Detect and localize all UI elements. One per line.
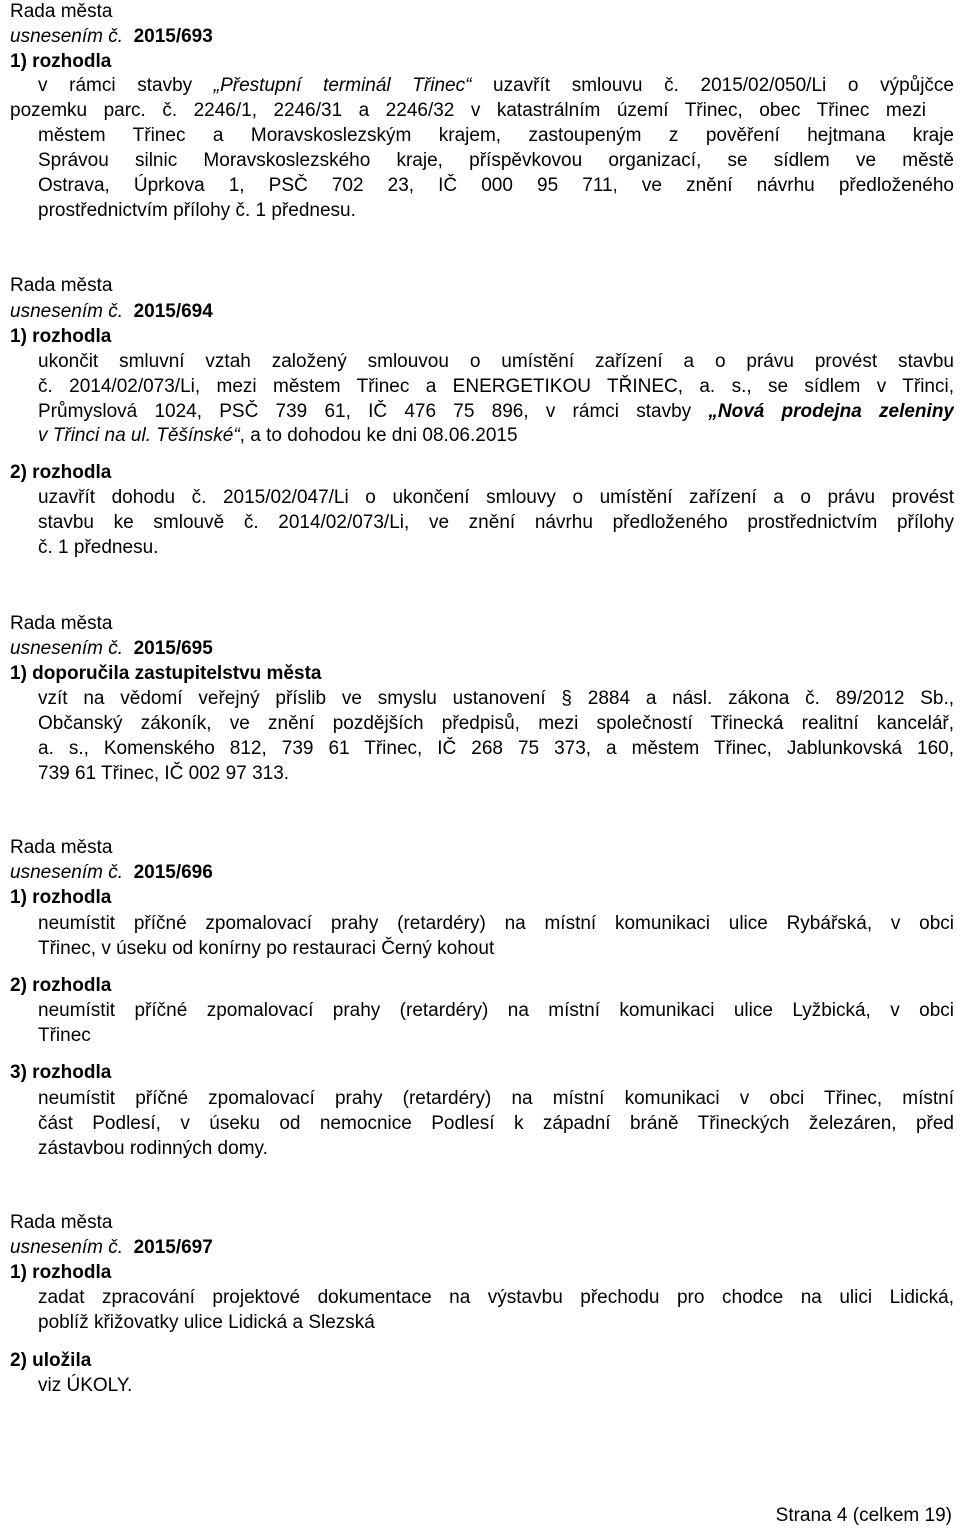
paragraph-line: poblíž křižovatky ulice Lidická a Slezská — [38, 1312, 375, 1333]
paragraph-line: Třinec — [38, 1025, 91, 1046]
resolution-number: usnesením č. 2015/696 — [10, 862, 213, 883]
decision-heading: 1) rozhodla — [10, 887, 112, 908]
resolution-number: usnesením č. 2015/697 — [10, 1237, 213, 1258]
council-label: Rada města — [10, 1, 113, 22]
paragraph-line: pozemku parc. č. 2246/1, 2246/31 a 2246/32 v katastrálním území Třinec, obec Třinec mezi — [10, 100, 926, 121]
paragraph-line: Správou silnic Moravskoslezského kraje, příspěvkovou organizací, se sídlem ve městě — [38, 150, 954, 171]
paragraph-line: zadat zpracování projektové dokumentace na výstavbu přechodu pro chodce na ulici Lidická, — [38, 1287, 954, 1308]
paragraph-line: Třinec, v úseku od konírny po restauraci Černý kohout — [38, 938, 495, 959]
paragraph-line: Občanský zákoník, ve znění pozdějších předpisů, mezi společností Třinecká realitní kancelář, — [38, 713, 954, 734]
paragraph-line: stavbu ke smlouvě č. 2014/02/073/Li, ve znění návrhu předloženého prostřednictvím přílohy — [38, 512, 954, 533]
resolution-number: usnesením č. 2015/694 — [10, 301, 213, 322]
resolution-number — [10, 25, 213, 49]
paragraph-line: prostřednictvím přílohy č. 1 přednesu. — [38, 200, 356, 221]
page-number: Strana 4 (celkem 19) — [775, 1505, 952, 1526]
council-label: Rada města — [10, 275, 113, 296]
council-label: Rada města — [10, 1212, 113, 1233]
paragraph-line: 739 61 Třinec, IČ 002 97 313. — [38, 763, 290, 784]
paragraph-line: zástavbou rodinných domy. — [38, 1138, 268, 1159]
decision-heading: 2) rozhodla — [10, 975, 112, 996]
paragraph-line: vzít na vědomí veřejný příslib ve smyslu ustanovení § 2884 a násl. zákona č. 89/2012 Sb., — [38, 688, 954, 709]
council-label: Rada města — [10, 613, 113, 634]
paragraph-line: neumístit příčné zpomalovací prahy (retardéry) na místní komunikaci v obci Třinec, místní — [38, 1088, 954, 1109]
decision-heading: 2) uložila — [10, 1350, 92, 1371]
decision-heading: 1) rozhodla — [10, 326, 112, 347]
paragraph-line: ukončit smluvní vztah založený smlouvou o umístění zařízení a o právu provést stavbu — [38, 351, 954, 372]
paragraph-line: část Podlesí, v úseku od nemocnice Podlesí k západní bráně Třineckých železáren, před — [38, 1113, 954, 1134]
paragraph-line: Průmyslová 1024, PSČ 739 61, IČ 476 75 896, v rámci stavby „Nová prodejna zeleniny — [38, 401, 954, 422]
decision-heading: 2) rozhodla — [10, 462, 112, 483]
decision-heading: 1) doporučila zastupitelstvu města — [10, 663, 322, 684]
paragraph-line: uzavřít dohodu č. 2015/02/047/Li o ukončení smlouvy o umístění zařízení a o právu provést — [38, 487, 954, 508]
paragraph-line: v Třinci na ul. Těšínské“, a to dohodou ke dni 08.06.2015 — [38, 425, 518, 446]
paragraph-line: viz ÚKOLY. — [38, 1375, 133, 1396]
resolution-number: usnesením č. 2015/695 — [10, 638, 213, 659]
resolution-id: 2015/693 — [133, 26, 213, 47]
paragraph-line: a. s., Komenského 812, 739 61 Třinec, IČ 268 75 373, a městem Třinec, Jablunkovská 160, — [38, 738, 954, 759]
paragraph-line: neumístit příčné zpomalovací prahy (retardéry) na místní komunikaci ulice Rybářská, v obci — [38, 913, 954, 934]
paragraph-line: Ostrava, Úprkova 1, PSČ 702 23, IČ 000 95 711, ve znění návrhu předloženého — [38, 175, 954, 196]
paragraph-line: neumístit příčné zpomalovací prahy (retardéry) na místní komunikaci ulice Lyžbická, v obci — [38, 1000, 954, 1021]
paragraph-line: č. 2014/02/073/Li, mezi městem Třinec a ENERGETIKOU TŘINEC, a. s., se sídlem v Třinci, — [38, 376, 954, 397]
paragraph-line: č. 1 přednesu. — [38, 537, 159, 558]
decision-heading: 1) rozhodla — [10, 1262, 112, 1283]
resolution-prefix: usnesením č. — [10, 26, 123, 47]
paragraph-line: v rámci stavby „Přestupní terminál Třinec“ uzavřít smlouvu č. 2015/02/050/Li o výpůjčce — [38, 75, 954, 96]
council-label: Rada města — [10, 837, 113, 858]
paragraph-line: městem Třinec a Moravskoslezským krajem, zastoupeným z pověření hejtmana kraje — [38, 125, 954, 146]
decision-heading: 1) rozhodla — [10, 51, 112, 72]
decision-heading: 3) rozhodla — [10, 1062, 112, 1083]
